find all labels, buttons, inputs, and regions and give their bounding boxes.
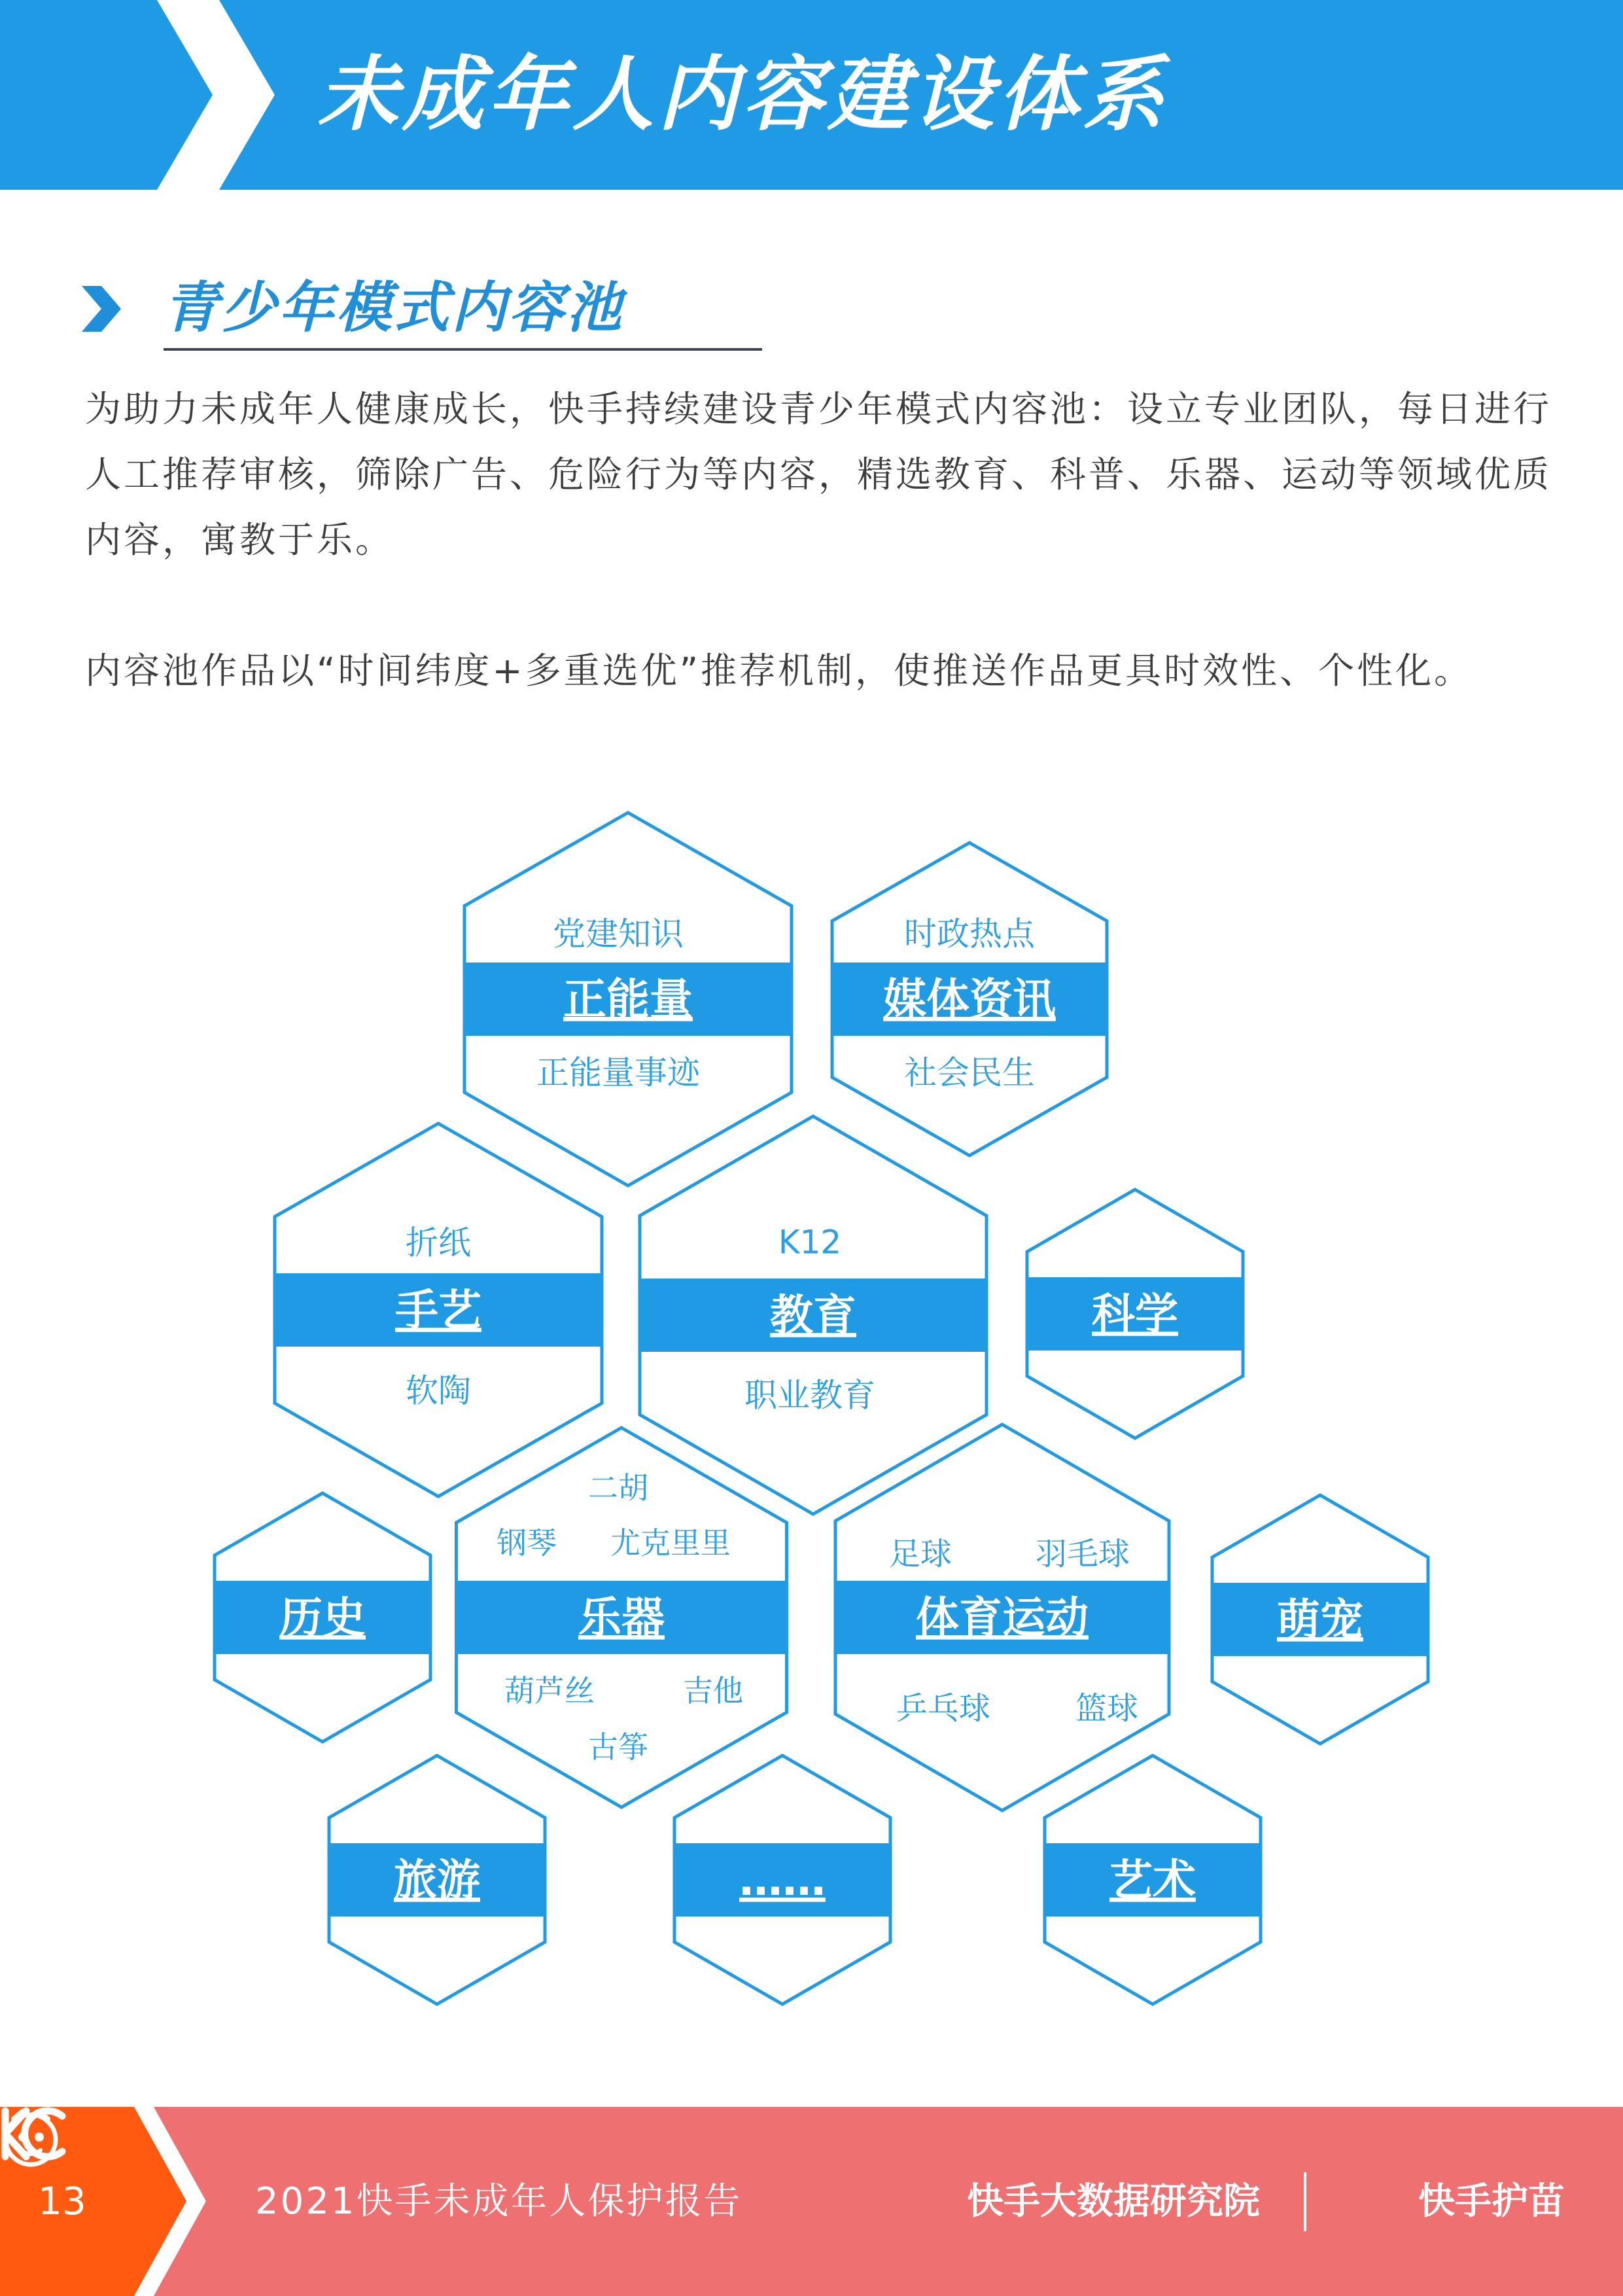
hexagon-item: 党建知识 — [553, 915, 684, 953]
footer — [0, 2107, 1623, 2296]
report-title: 2021快手未成年人保护报告 — [255, 2180, 742, 2223]
hexagon-6 — [212, 1493, 433, 1742]
hexagon-item: 羽毛球 — [1035, 1535, 1130, 1572]
hexagon-item: 二胡 — [588, 1470, 648, 1506]
hexagon-item: 足球 — [888, 1535, 952, 1572]
mechanism-paragraph: 内容池作品以“时间纬度+多重选优”推荐机制，使推送作品更具时效性、个性化。 — [85, 650, 1473, 692]
hexagon-item: 社会民生 — [904, 1053, 1035, 1092]
hexagon-label: 正能量 — [563, 974, 693, 1025]
page-number: 13 — [38, 2179, 86, 2223]
hexagon-item: 时政热点 — [904, 915, 1035, 953]
brand-secondary: 快手护苗 — [1418, 2180, 1565, 2223]
hexagon-item: 软陶 — [406, 1371, 471, 1410]
hexagon-label: 体育运动 — [916, 1593, 1089, 1644]
hexagon-8 — [833, 1424, 1172, 1810]
hexagon-label: 乐器 — [578, 1593, 665, 1644]
page-title: 未成年人内容建设体系 — [317, 48, 1168, 142]
hexagon-item: 篮球 — [1075, 1689, 1139, 1727]
hexagon-item: 葫芦丝 — [504, 1673, 595, 1709]
hexagon-label: …… — [739, 1855, 826, 1906]
hexagon-item: 折纸 — [406, 1224, 471, 1262]
hexagon-item: 吉他 — [683, 1673, 743, 1709]
hexagon-1 — [462, 813, 794, 1186]
hexagon-item: 职业教育 — [744, 1376, 875, 1415]
footer-divider — [1304, 2172, 1306, 2231]
hexagon-label: 媒体资讯 — [883, 974, 1056, 1025]
hexagon-10 — [326, 1756, 548, 2004]
hexagon-3 — [272, 1123, 604, 1496]
hexagon-label: 教育 — [770, 1290, 856, 1341]
hexagon-label: 手艺 — [395, 1285, 481, 1336]
footer-background — [0, 2107, 1623, 2296]
hexagon-label: 艺术 — [1109, 1855, 1196, 1906]
hexagon-item: 尤克里里 — [610, 1525, 731, 1561]
section-title: 青少年模式内容池 — [164, 275, 625, 340]
hexagon-item: 钢琴 — [497, 1525, 557, 1561]
hexagon-label: 科学 — [1092, 1289, 1178, 1340]
hexagon-label: 旅游 — [394, 1855, 480, 1906]
hexagon-item: 乒乓球 — [896, 1689, 991, 1727]
hexagon-11 — [672, 1756, 893, 2004]
hexagon-2 — [829, 843, 1109, 1156]
hexagon-label: 历史 — [279, 1593, 366, 1644]
hexagon-7 — [454, 1428, 790, 1807]
mascot-logo-icon — [0, 2107, 62, 2169]
hexagon-label: 萌宠 — [1277, 1595, 1363, 1646]
hexagon-4 — [637, 1116, 989, 1514]
hexagon-12 — [1042, 1756, 1263, 2004]
hexagon-item: K12 — [778, 1223, 842, 1262]
brand-primary: 快手大数据研究院 — [967, 2180, 1260, 2223]
hexagon-9 — [1210, 1495, 1431, 1744]
hexagon-item: 正能量事迹 — [536, 1053, 700, 1092]
hexagon-item: 古筝 — [588, 1729, 648, 1765]
intro-paragraph: 为助力未成年人健康成长，快手持续建设青少年模式内容池：设立专业团队，每日进行人工推荐审核，筛除广告、危险行为等内容，精选教育、科普、乐器、运动等领域优质内容，寓教于乐。 — [85, 388, 1552, 561]
hexagon-5 — [1024, 1190, 1246, 1438]
